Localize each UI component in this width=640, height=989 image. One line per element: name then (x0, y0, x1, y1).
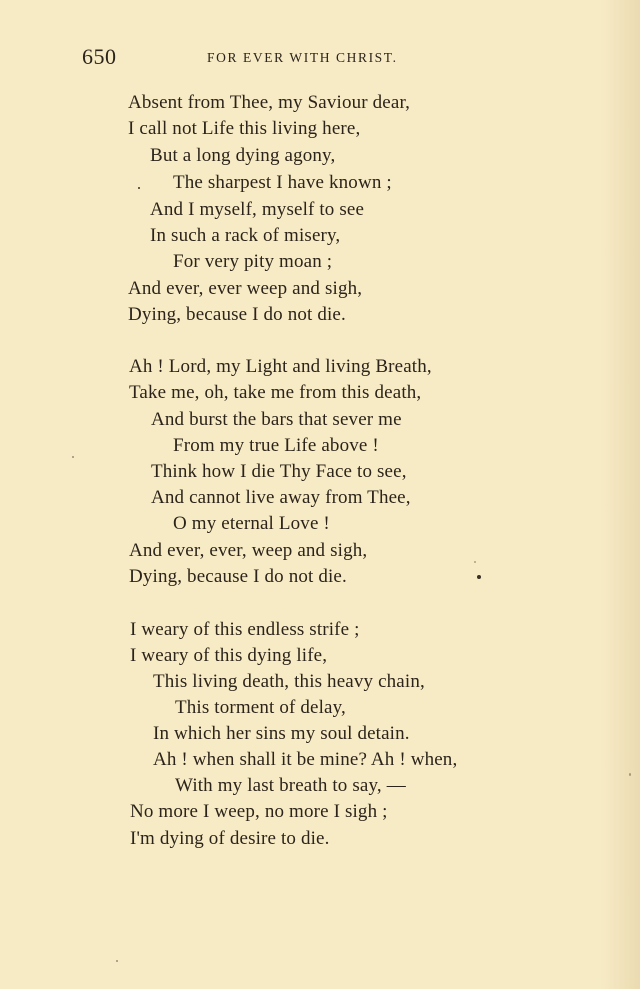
poem-line: In such a rack of misery, (150, 225, 341, 246)
print-speck (474, 561, 476, 563)
poem-line: The sharpest I have known ; (173, 172, 392, 193)
print-speck (629, 773, 631, 776)
poem-line: Ah ! Lord, my Light and living Breath, (129, 356, 432, 377)
running-title: FOR EVER WITH CHRIST. (207, 50, 398, 65)
print-speck (72, 456, 74, 458)
print-speck (116, 960, 118, 962)
poem-line: Absent from Thee, my Saviour dear, (128, 92, 411, 113)
poem-line: This torment of delay, (175, 697, 346, 718)
poem-line: This living death, this heavy chain, (153, 671, 425, 692)
poem-line: Take me, oh, take me from this death, (129, 382, 422, 403)
poem-line: With my last breath to say, — (175, 775, 406, 796)
poem-line: No more I weep, no more I sigh ; (130, 801, 388, 822)
poem-line: And burst the bars that sever me (151, 409, 402, 430)
poem-line: And cannot live away from Thee, (151, 487, 411, 508)
poem-line: And I myself, myself to see (150, 199, 365, 220)
poem-line: From my true Life above ! (173, 435, 379, 456)
poem-line: Ah ! when shall it be mine? Ah ! when, (153, 749, 458, 770)
print-speck (138, 187, 140, 189)
poem-line: O my eternal Love ! (173, 513, 330, 534)
poem-line: For very pity moan ; (173, 251, 333, 272)
poem-line: I'm dying of desire to die. (130, 828, 330, 849)
poem-line: Dying, because I do not die. (128, 304, 346, 325)
poem-line: I weary of this endless strife ; (130, 619, 360, 640)
poem-line: And ever, ever, weep and sigh, (129, 540, 368, 561)
poem-line: Dying, because I do not die. (129, 566, 347, 587)
poem-line: And ever, ever weep and sigh, (128, 278, 363, 299)
poem-line: In which her sins my soul detain. (153, 723, 410, 744)
poem-line: I call not Life this living here, (128, 118, 361, 139)
print-speck (477, 575, 481, 579)
poem-line: Think how I die Thy Face to see, (151, 461, 407, 482)
poem-line: But a long dying agony, (150, 145, 336, 166)
page-number: 650 (82, 44, 117, 69)
poem-line: I weary of this dying life, (130, 645, 328, 666)
